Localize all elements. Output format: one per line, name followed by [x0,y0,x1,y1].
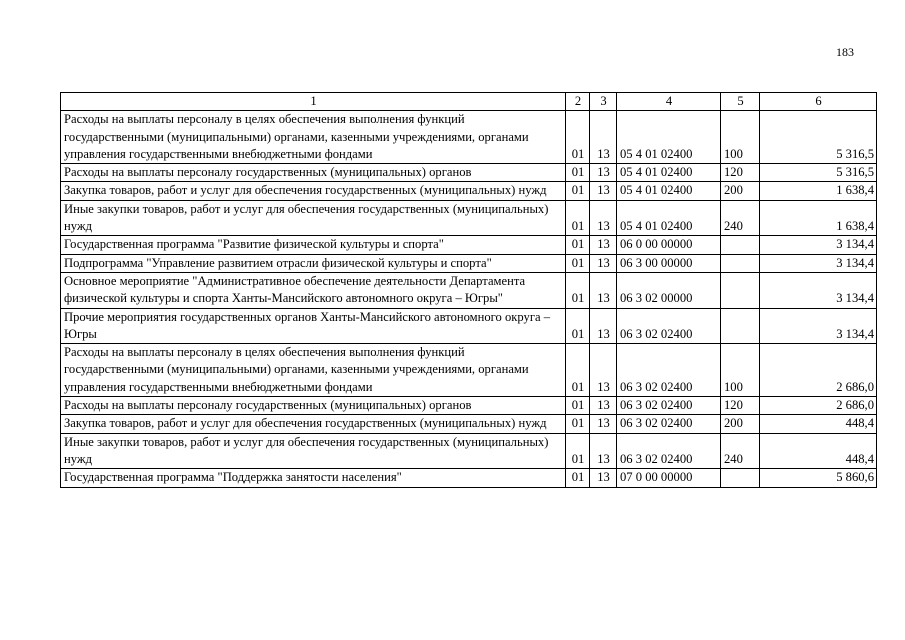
target-article-cell: 06 3 02 02400 [617,433,721,469]
section-cell: 01 [566,200,590,236]
table-row [61,308,877,344]
expense-name-cell: Иные закупки товаров, работ и услуг для обеспечения государственных (муниципальных) нужд [61,433,566,469]
subsection-cell: 13 [590,254,617,272]
header-col-6: 6 [760,93,877,111]
subsection-cell: 13 [590,469,617,487]
expense-type-cell: 240 [721,433,760,469]
expense-name-cell: Расходы на выплаты персоналу государственных (муниципальных) органов [61,397,566,415]
expense-name-cell: Расходы на выплаты персоналу в целях обеспечения выполнения функций государственными (муниципальными) органами, казенными учреждениями, органами управления государственными внебюджетными фондами [61,111,566,164]
expense-name-cell: Подпрограмма "Управление развитием отрасли физической культуры и спорта" [61,254,566,272]
subsection-cell: 13 [590,344,617,397]
header-col-3: 3 [590,93,617,111]
table-row [61,397,877,415]
table-row [61,236,877,254]
section-cell: 01 [566,254,590,272]
table-row [61,272,877,308]
expense-type-cell: 200 [721,182,760,200]
table-row [61,111,877,164]
amount-cell: 5 316,5 [760,111,877,164]
expense-name-cell: Расходы на выплаты персоналу государственных (муниципальных) органов [61,164,566,182]
expense-type-cell: 240 [721,200,760,236]
header-col-2: 2 [566,93,590,111]
target-article-cell: 06 3 02 00000 [617,272,721,308]
target-article-cell: 06 3 02 02400 [617,308,721,344]
table-row [61,433,877,469]
target-article-cell: 06 3 02 02400 [617,397,721,415]
expense-name-cell: Государственная программа "Поддержка занятости населения" [61,469,566,487]
target-article-cell: 05 4 01 02400 [617,182,721,200]
expense-type-cell: 100 [721,111,760,164]
amount-cell: 3 134,4 [760,254,877,272]
amount-cell: 3 134,4 [760,272,877,308]
section-cell: 01 [566,344,590,397]
target-article-cell: 06 3 00 00000 [617,254,721,272]
expense-type-cell: 200 [721,415,760,433]
amount-cell: 1 638,4 [760,200,877,236]
table-row [61,254,877,272]
subsection-cell: 13 [590,111,617,164]
section-cell: 01 [566,111,590,164]
expense-name-cell: Основное мероприятие "Административное обеспечение деятельности Департамента физической культуры и спорта Ханты-Мансийского автономного округа – Югры" [61,272,566,308]
page-number: 183 [836,45,854,59]
target-article-cell: 05 4 01 02400 [617,200,721,236]
expense-name-cell: Государственная программа "Развитие физической культуры и спорта" [61,236,566,254]
expense-type-cell: 100 [721,344,760,397]
subsection-cell: 13 [590,182,617,200]
subsection-cell: 13 [590,415,617,433]
amount-cell: 2 686,0 [760,344,877,397]
section-cell: 01 [566,415,590,433]
expense-type-cell [721,236,760,254]
amount-cell: 2 686,0 [760,397,877,415]
subsection-cell: 13 [590,397,617,415]
amount-cell: 1 638,4 [760,182,877,200]
expense-type-cell [721,254,760,272]
section-cell: 01 [566,182,590,200]
expense-type-cell [721,308,760,344]
subsection-cell: 13 [590,308,617,344]
expense-name-cell: Прочие мероприятия государственных органов Ханты-Мансийского автономного округа – Югры [61,308,566,344]
amount-cell: 5 860,6 [760,469,877,487]
header-col-1: 1 [61,93,566,111]
expense-name-cell: Закупка товаров, работ и услуг для обеспечения государственных (муниципальных) нужд [61,415,566,433]
section-cell: 01 [566,164,590,182]
subsection-cell: 13 [590,164,617,182]
target-article-cell: 06 0 00 00000 [617,236,721,254]
expense-type-cell [721,272,760,308]
subsection-cell: 13 [590,272,617,308]
expense-name-cell: Расходы на выплаты персоналу в целях обеспечения выполнения функций государственными (муниципальными) органами, казенными учреждениями, органами управления государственными внебюджетными фондами [61,344,566,397]
amount-cell: 448,4 [760,433,877,469]
amount-cell: 3 134,4 [760,236,877,254]
table-row [61,344,877,397]
subsection-cell: 13 [590,236,617,254]
amount-cell: 448,4 [760,415,877,433]
table-row [61,415,877,433]
target-article-cell: 05 4 01 02400 [617,164,721,182]
section-cell: 01 [566,397,590,415]
target-article-cell: 06 3 02 02400 [617,415,721,433]
section-cell: 01 [566,469,590,487]
section-cell: 01 [566,236,590,254]
expense-type-cell: 120 [721,164,760,182]
subsection-cell: 13 [590,200,617,236]
section-cell: 01 [566,433,590,469]
expense-name-cell: Иные закупки товаров, работ и услуг для обеспечения государственных (муниципальных) нужд [61,200,566,236]
section-cell: 01 [566,308,590,344]
budget-table [60,92,877,488]
expense-type-cell [721,469,760,487]
table-row [61,200,877,236]
table-row [61,182,877,200]
target-article-cell: 06 3 02 02400 [617,344,721,397]
table-header-row [61,93,877,111]
amount-cell: 5 316,5 [760,164,877,182]
table-row [61,164,877,182]
target-article-cell: 05 4 01 02400 [617,111,721,164]
table-body [61,111,877,487]
header-col-5: 5 [721,93,760,111]
table-row [61,469,877,487]
amount-cell: 3 134,4 [760,308,877,344]
expense-type-cell: 120 [721,397,760,415]
section-cell: 01 [566,272,590,308]
subsection-cell: 13 [590,433,617,469]
target-article-cell: 07 0 00 00000 [617,469,721,487]
header-col-4: 4 [617,93,721,111]
expense-name-cell: Закупка товаров, работ и услуг для обеспечения государственных (муниципальных) нужд [61,182,566,200]
